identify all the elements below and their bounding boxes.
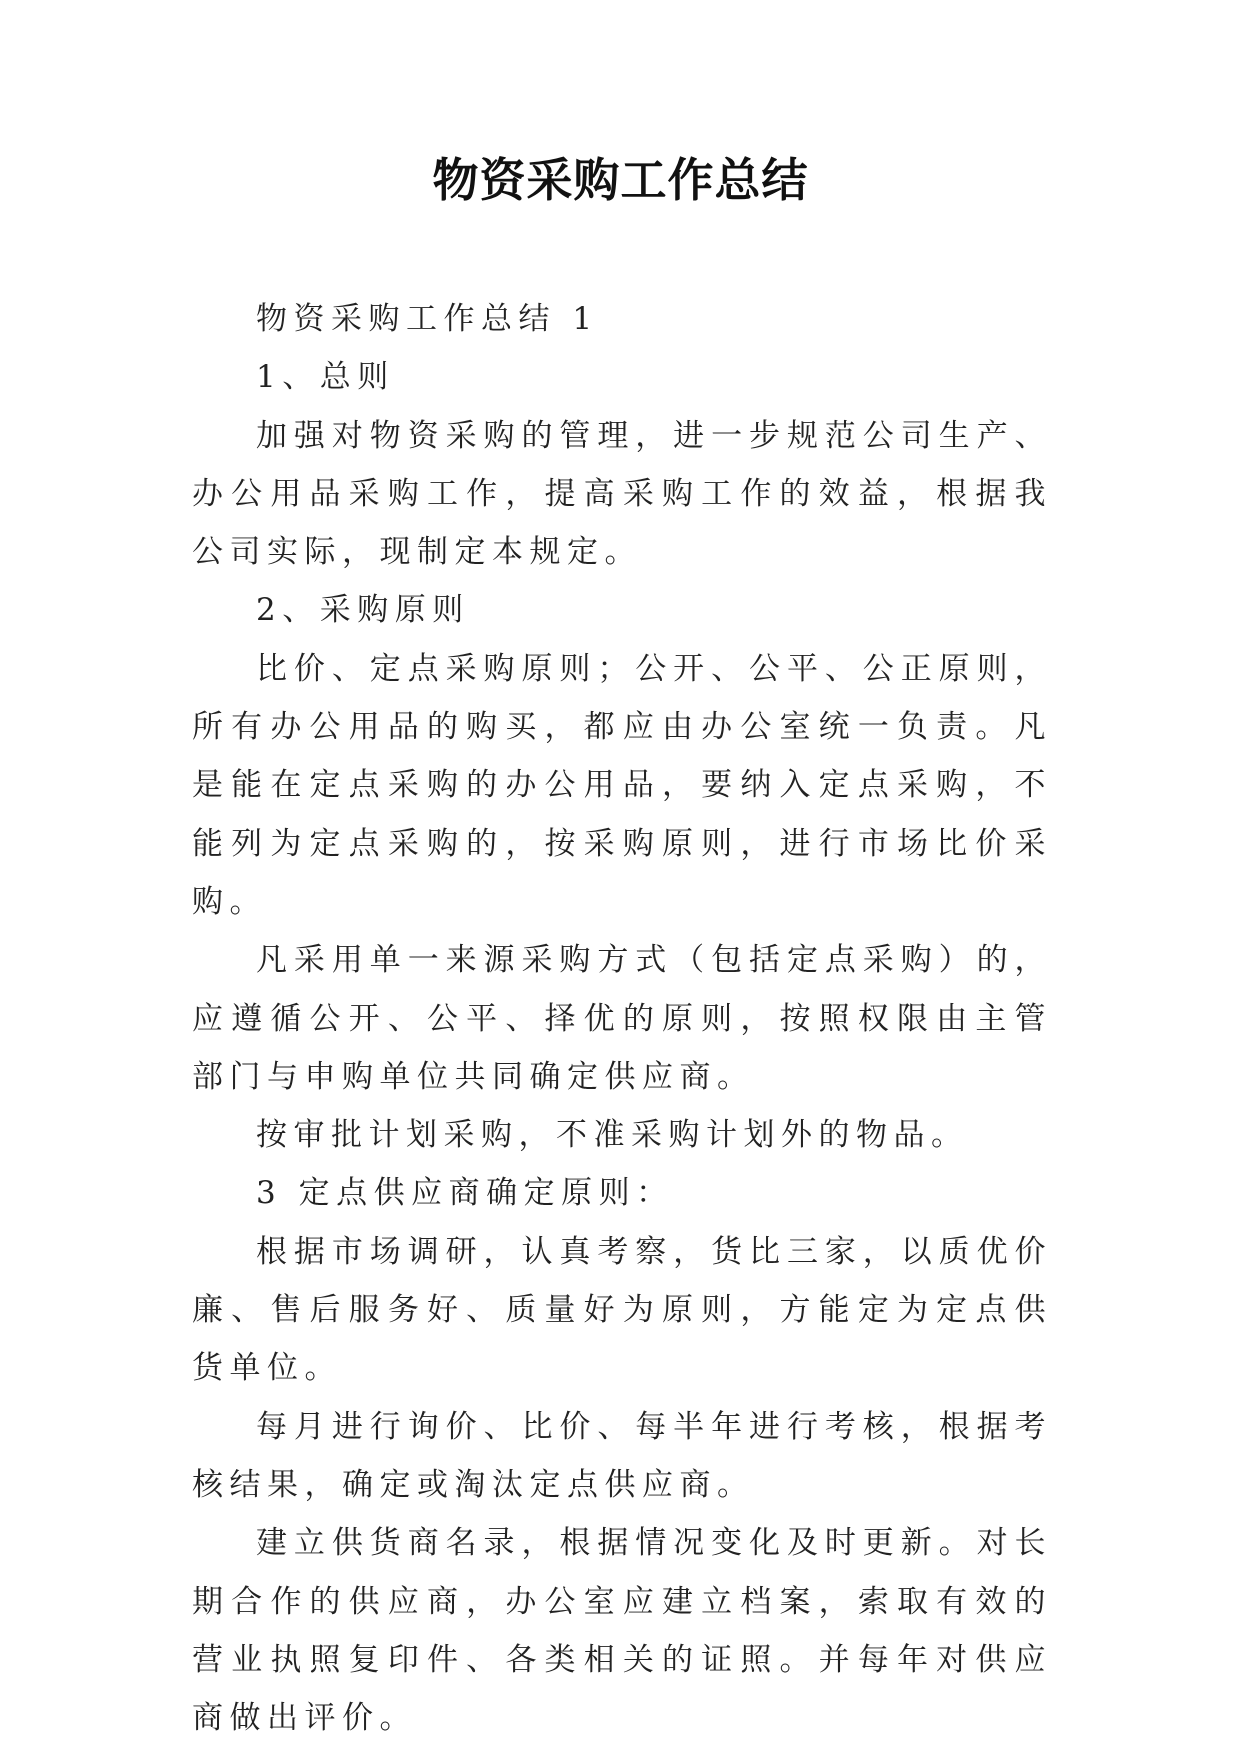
paragraph: 加强对物资采购的管理，进一步规范公司生产、办公用品采购工作，提高采购工作的效益，根据我公司实际，现制定本规定。	[192, 417, 1052, 571]
section-heading: 物资采购工作总结 1	[256, 301, 599, 337]
document-body	[192, 290, 1052, 1747]
subsection-heading: 3 定点供应商确定原则：	[256, 1175, 674, 1212]
subsection-heading: 1、总则	[256, 359, 395, 396]
paragraph: 根据市场调研，认真考察，货比三家，以质优价廉、售后服务好、质量好为原则，方能定为定点供货单位。	[192, 1233, 1052, 1387]
document-title: 物资采购工作总结	[432, 153, 809, 207]
paragraph: 按审批计划采购，不准采购计划外的物品。	[256, 1117, 969, 1154]
paragraph: 凡采用单一来源采购方式（包括定点采购）的，应遵循公开、公平、择优的原则，按照权限由主管部门与申购单位共同确定供应商。	[192, 942, 1052, 1095]
paragraph: 建立供货商名录，根据情况变化及时更新。对长期合作的供应商，办公室应建立档案，索取有效的营业执照复印件、各类相关的证照。并每年对供应商做出评价。	[192, 1525, 1052, 1737]
paragraph: 每月进行询价、比价、每半年进行考核，根据考核结果，确定或淘汰定点供应商。	[192, 1408, 1052, 1503]
subsection-heading: 2、采购原则	[256, 592, 470, 629]
paragraph: 比价、定点采购原则；公开、公平、公正原则，所有办公用品的购买，都应由办公室统一负责。凡是能在定点采购的办公用品，要纳入定点采购，不能列为定点采购的，按采购原则，进行市场比价采购。	[192, 650, 1052, 920]
